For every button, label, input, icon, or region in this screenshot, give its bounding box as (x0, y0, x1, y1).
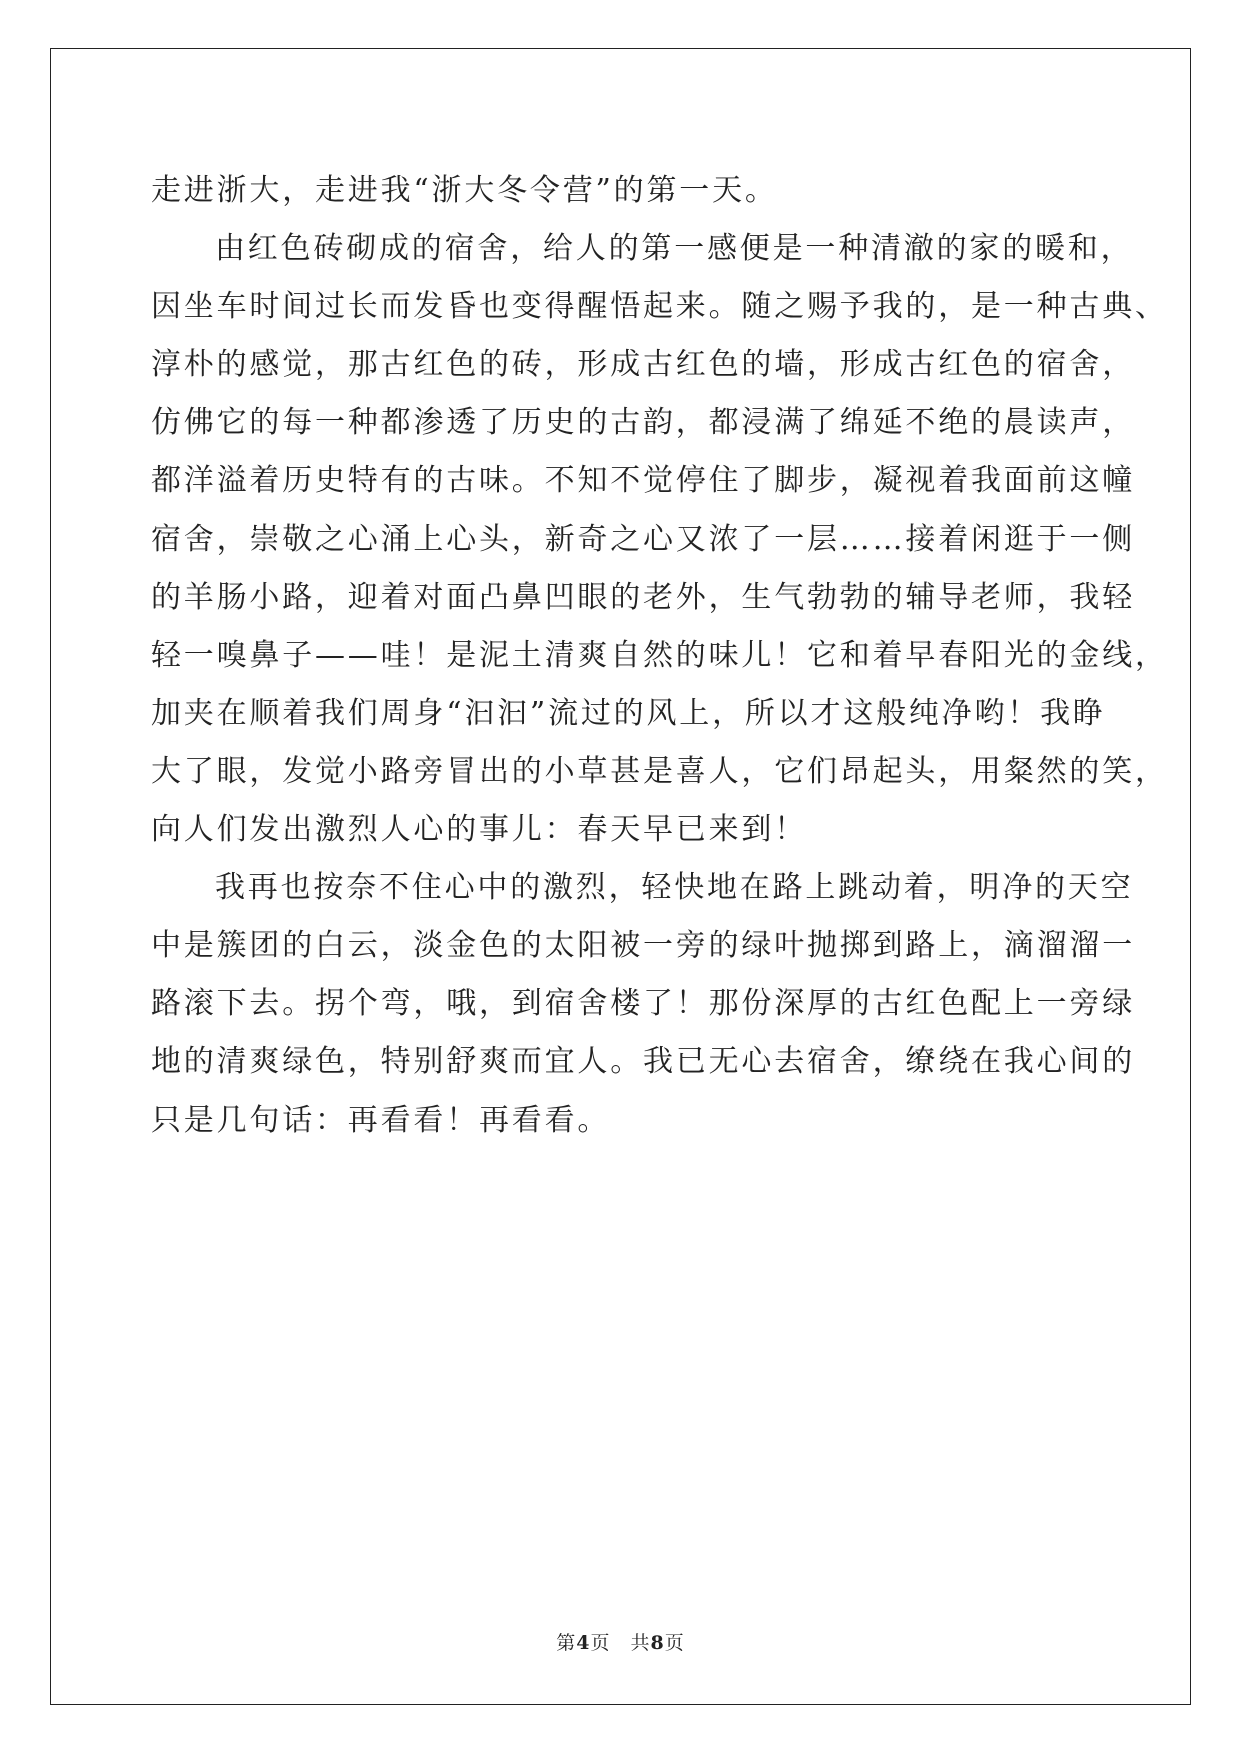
page-number: 4 (576, 1632, 591, 1654)
total-suffix: 页 (664, 1632, 685, 1654)
text-line: 走进浙大，走进我“浙大冬令营”的第一天。 (151, 173, 778, 208)
paragraph-start-line: 我再也按奈不住心中的激烈，轻快地在路上跳动着，明净的天空 (215, 870, 1134, 906)
text-line: 仿佛它的每一种都渗透了历史的古韵，都浸满了绵延不绝的晨读声， (151, 405, 1135, 441)
text-line: 因坐车时间过长而发昏也变得醒悟起来。随之赐予我的，是一种古典、 (151, 289, 1168, 325)
document-body (151, 162, 1168, 1150)
text-line: 轻一嗅鼻子——哇！是泥土清爽自然的味儿！它和着早春阳光的金线， (151, 637, 1168, 673)
text-line: 淳朴的感觉，那古红色的砖，形成古红色的墙，形成古红色的宿舍， (151, 347, 1135, 383)
paragraph-start-line: 由红色砖砌成的宿舍，给人的第一感便是一种清澈的家的暖和， (215, 231, 1134, 267)
text-line: 都洋溢着历史特有的古味。不知不觉停住了脚步，凝视着我面前这幢 (151, 463, 1135, 499)
text-line: 的羊肠小路，迎着对面凸鼻凹眼的老外，生气勃勃的辅导老师，我轻 (151, 579, 1135, 615)
total-pages: 8 (650, 1632, 665, 1654)
text-line: 向人们发出激烈人心的事儿：春天早已来到！ (151, 812, 807, 848)
text-line: 加夹在顺着我们周身“汩汩”流过的风上，所以才这般纯净哟！我睁 (151, 695, 1106, 731)
total-prefix: 共 (630, 1632, 651, 1654)
page-footer (0, 1628, 1241, 1655)
text-line: 地的清爽绿色，特别舒爽而宜人。我已无心去宿舍，缭绕在我心间的 (151, 1044, 1135, 1080)
page-prefix: 第 (556, 1632, 577, 1654)
text-line: 宿舍，崇敬之心涌上心头，新奇之心又浓了一层……接着闲逛于一侧 (151, 521, 1135, 557)
text-line: 中是簇团的白云，淡金色的太阳被一旁的绿叶抛掷到路上，滴溜溜一 (151, 928, 1135, 964)
text-line: 路滚下去。拐个弯，哦，到宿舍楼了！那份深厚的古红色配上一旁绿 (151, 986, 1135, 1022)
text-line: 大了眼，发觉小路旁冒出的小草甚是喜人，它们昂起头，用粲然的笑， (151, 753, 1168, 789)
text-line: 只是几句话：再看看！再看看。 (151, 1102, 611, 1138)
page-suffix: 页 (590, 1632, 611, 1654)
